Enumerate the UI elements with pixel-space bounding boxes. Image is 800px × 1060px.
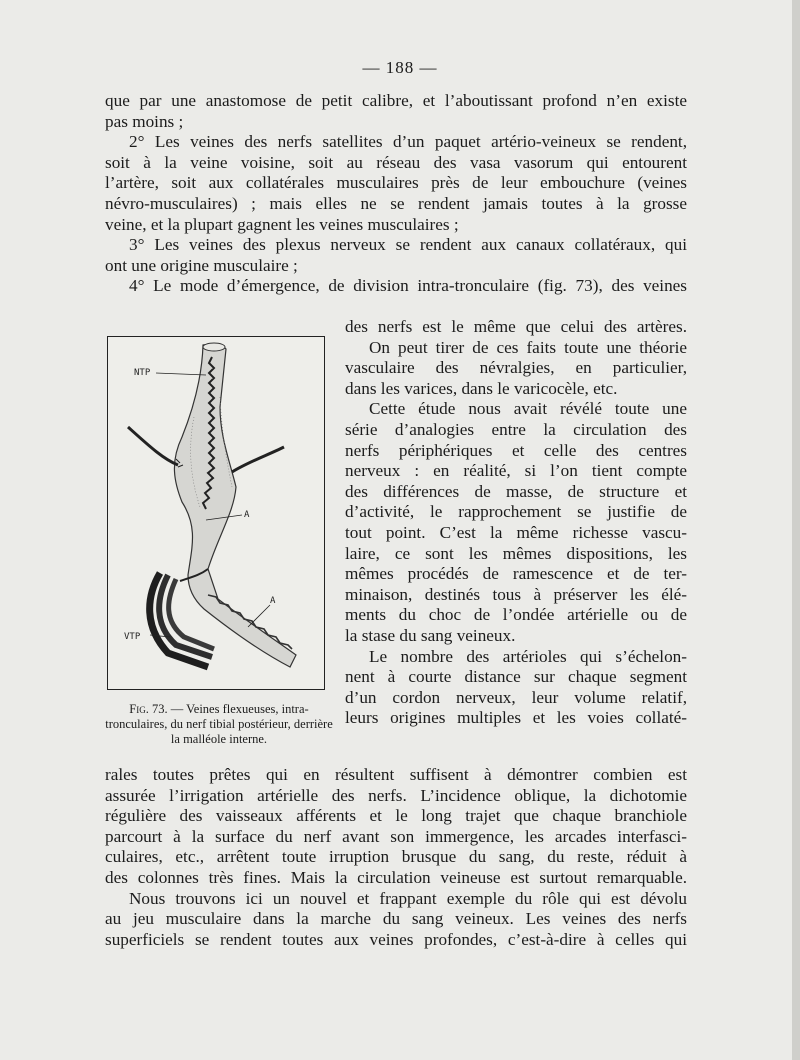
text-line: assurée l’irrigation artérielle des nerfs. L’incidence oblique, la dichotomie (105, 785, 687, 805)
text-line: régulière des vaisseaux afférents et le long trajet que chaque branchiole (105, 806, 687, 826)
caption-figure-number: Fig. 73. (129, 702, 168, 716)
text-line: au jeu musculaire dans la marche du sang veineux. Les veines des nerfs (105, 909, 687, 929)
text-line: ments du choc de l’ondée artérielle ou de (345, 605, 687, 625)
text-line: On peut tirer de ces faits toute une théorie (369, 337, 687, 357)
text-line: minaison, destinés tous à préserver les élé- (345, 584, 687, 604)
text-line: superficiels se rendent toutes aux veines profondes, c’est-à-dire à celles qui (105, 929, 687, 949)
text-line: parcourt à la surface du nerf avant son immergence, les arcades interfasci- (105, 826, 687, 846)
text-line: rales toutes prêtes qui en résultent suffisent à démontrer combien est (105, 765, 687, 784)
text-line: nerfs périphériques et celle des centres (345, 440, 687, 460)
figure-73-frame (107, 336, 325, 690)
text-line: Nous trouvons ici un nouvel et frappant exemple du rôle qui est dévolu (129, 888, 687, 908)
text-line: tout point. C’est la même richesse vascu- (345, 522, 687, 542)
caption-text: — Veines flexueuses, intra-tronculaires, du nerf tibial postérieur, derrière la malléole interne. (105, 702, 333, 746)
text-line: d’activité, le rapprochement se justifie de (345, 502, 687, 522)
text-line: des colonnes très fines. Mais la circulation veineuse est surtout remarquable. (105, 867, 687, 887)
page-edge (792, 0, 800, 1060)
label-vtp: VTP (124, 632, 141, 642)
text-line: Le nombre des artérioles qui s’échelon- (369, 646, 687, 666)
text-line: leurs origines multiples et les voies collaté- (345, 708, 687, 728)
text-line: d’un cordon nerveux, leur volume relatif, (345, 687, 687, 707)
text-line: nent à courte distance sur chaque segment (345, 667, 687, 687)
text-line: névro-musculaires) ; mais elles ne se rendent jamais toutes à la grosse (105, 193, 687, 213)
page-number: — 188 — (362, 58, 438, 77)
text-line: soit à la veine voisine, soit au réseau des vasa vasorum qui entourent (105, 152, 687, 172)
text-line: Cette étude nous avait révélé toute une (369, 399, 687, 419)
text-line: l’artère, soit aux collatérales musculaires près de leur embouchure (veines (105, 173, 687, 193)
text-line: mêmes procédés de ramescence et de ter- (345, 564, 687, 584)
text-line: veine, et la plupart gagnent les veines musculaires ; (105, 214, 459, 234)
text-line: 4° Le mode d’émergence, de division intra-tronculaire (fig. 73), des veines (129, 276, 687, 296)
text-line: vasculaire des névralgies, en particulier, (345, 358, 687, 378)
text-line: pas moins ; (105, 111, 184, 131)
figure-73-illustration (108, 337, 324, 689)
label-a-upper: A (244, 510, 250, 520)
text-line: culaires, etc., arrêtent toute irruption brusque du sang, du reste, réduit à (105, 847, 687, 867)
text-line: série d’analogies entre la circulation des (345, 419, 687, 439)
text-line: ont une origine musculaire ; (105, 255, 298, 275)
label-ntp: NTP (134, 368, 151, 378)
text-line: dans les varices, dans le varicocèle, etc. (345, 378, 618, 398)
text-line: que par une anastomose de petit calibre, et l’aboutissant profond n’en existe (105, 91, 687, 110)
figure-caption (105, 702, 333, 747)
bottom-text-block (105, 765, 687, 950)
text-line: 3° Les veines des plexus nerveux se rendent aux canaux collatéraux, qui (129, 235, 687, 255)
right-column-text (345, 317, 687, 729)
text-line: laire, ce sont les mêmes dispositions, les (345, 543, 687, 563)
text-line: la stase du sang veineux. (345, 625, 516, 645)
top-text-block (105, 91, 687, 297)
text-line: des nerfs est le même que celui des artères. (345, 317, 687, 336)
text-line: nerveux : en réalité, si l’on tient compte (345, 461, 687, 481)
label-a-lower: A (270, 596, 276, 606)
text-line: 2° Les veines des nerfs satellites d’un paquet artério-veineux se rendent, (129, 132, 687, 152)
text-line: des différences de masse, de structure et (345, 481, 687, 501)
